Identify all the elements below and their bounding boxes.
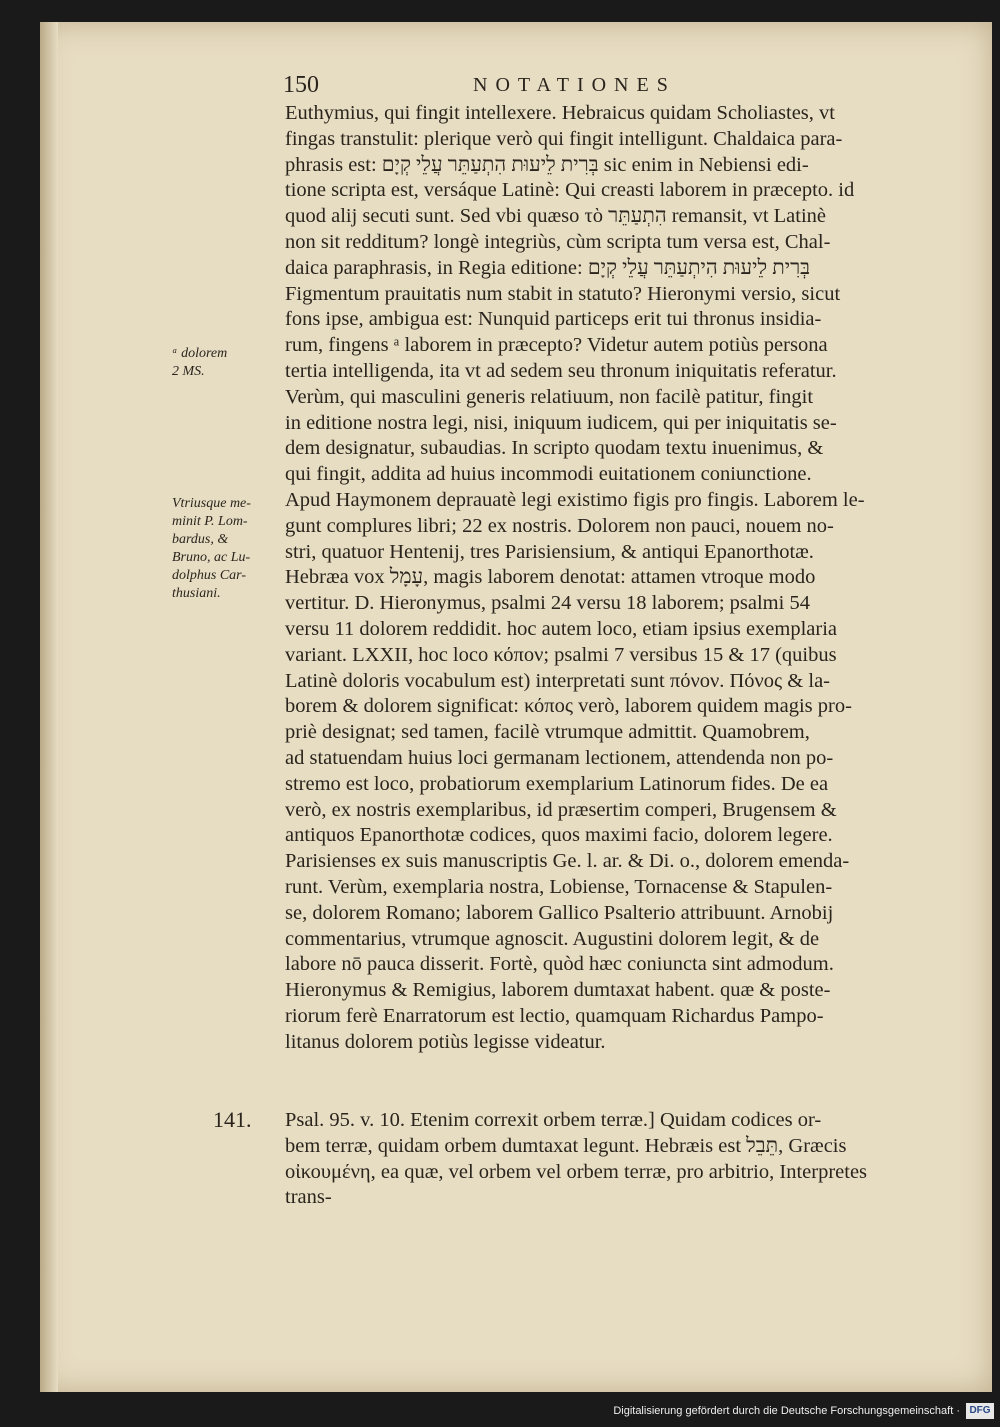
page-number: 150 [283, 72, 319, 98]
text-line: runt. Verùm, exemplaria nostra, Lobiense, Tornacense & Stapulen- [285, 875, 833, 898]
margin-note-line: 2 MS. [172, 364, 205, 379]
text-line: stremo est loco, probatiorum exemplarium Latinorum fides. De ea [285, 772, 829, 795]
text-line: Figmentum prauitatis num stabit in statuto? Hieronymi versio, sicut [285, 282, 841, 305]
text-line: fingas transtulit: plerique verò qui fingit intelligunt. Chaldaica para- [285, 127, 843, 150]
text-line: riorum ferè Enarratorum est lectio, quamquam Richardus Pampo- [285, 1004, 824, 1027]
text-line: commentarius, vtrumque agnoscit. Augustini dolorem legit, & de [285, 927, 820, 950]
margin-note-line: bardus, & [172, 532, 229, 547]
text-line: labore nō pauca disserit. Fortè, quòd hæc coniuncta sint admodum. [285, 953, 834, 976]
text-line: daica paraphrasis, in Regia editione: בְּרִית לֵיעוּת הִיתְעַתֵּר עֲלֵי קְיָם [285, 256, 811, 279]
text-line: verò, ex nostris exemplaribus, id præsertim comperi, Brugensem & [285, 798, 837, 821]
text-line: tertia intelligenda, ita vt ad sedem seu thronum iniquitatis referatur. [285, 359, 837, 382]
text-line: Apud Haymonem deprauatè legi existimo figis pro fingis. Laborem le- [285, 488, 865, 511]
text-line: litanus dolorem potiùs legisse videatur. [285, 1030, 606, 1053]
margin-note-line: dolphus Car- [172, 568, 247, 583]
body-text [285, 101, 940, 1055]
text-line: se, dolorem Romano; laborem Gallico Psalterio attribuunt. Arnobij [285, 901, 834, 924]
text-line: gunt complures libri; 22 ex nostris. Dolorem non pauci, nouem no- [285, 514, 834, 537]
text-line: rum, fingens ᵃ laborem in præcepto? Videtur autem potiùs persona [285, 334, 828, 357]
margin-note-line: minit P. Lom- [172, 514, 248, 529]
text-line: Parisienses ex suis manuscriptis Ge. l. ar. & Di. o., dolorem emenda- [285, 850, 850, 873]
footer-credit: Digitalisierung gefördert durch die Deutsche Forschungsgemeinschaft · [613, 1405, 960, 1417]
dfg-logo: DFG [966, 1403, 994, 1419]
page-gutter [40, 22, 58, 1392]
text-line: in editione nostra legi, nisi, iniquum iudicem, qui per iniquitatis se- [285, 411, 837, 434]
running-title: NOTATIONES [473, 74, 676, 96]
section-number: 141. [213, 1107, 252, 1132]
text-line: Psal. 95. v. 10. Etenim correxit orbem terræ.] Quidam codices or- [285, 1109, 822, 1131]
margin-note-line: ᵃ dolorem [172, 346, 228, 361]
margin-note-line: Vtriusque me- [172, 496, 251, 511]
text-line: qui fingit, addita ad huius incommodi euitationem coniunctione. [285, 463, 812, 486]
text-line: Hieronymus & Remigius, laborem dumtaxat habent. quæ & poste- [285, 979, 831, 1002]
text-line: bem terræ, quidam orbem dumtaxat legunt. Hebræis est תֵּבֵל, Græcis [285, 1134, 847, 1157]
margin-note-dolorem [172, 345, 262, 381]
text-line: ad statuendam huius loci germanam lectionem, attendenda non po- [285, 746, 834, 769]
text-line: Verùm, qui masculini generis relatiuum, non facilè patitur, fingit [285, 385, 814, 408]
text-line: οἰκουμένη, ea quæ, vel orbem vel orbem terræ, pro arbitrio, Interpretes [285, 1160, 868, 1183]
text-line: antiquos Epanorthotæ codices, quos maximi facio, dolorem legere. [285, 824, 833, 847]
text-line: Euthymius, qui fingit intellexere. Hebraicus quidam Scholiastes, vt [285, 102, 835, 124]
text-line: stri, quatuor Hentenij, tres Parisiensium, & antiqui Epanorthotæ. [285, 540, 814, 563]
text-line: borem & dolorem significat: κόπος verò, laborem quidem magis pro- [285, 695, 852, 718]
margin-note-lombardus [172, 495, 272, 603]
text-line: priè designat; sed tamen, facilè vtrumque admittit. Quamobrem, [285, 721, 810, 744]
text-line: phrasis est: בְּרִית לֵיעוּת הִתְעַתֵּר עֲלֵי קְיָם sic enim in Nebiensi edi- [285, 153, 809, 176]
margin-note-line: Bruno, ac Lu- [172, 550, 251, 565]
text-line: dem designatur, subaudias. In scripto quodam textu inuenimus, & [285, 437, 824, 460]
text-line: versu 11 dolorem reddidit. hoc autem loco, etiam ipsius exemplaria [285, 617, 838, 640]
section-text [285, 1108, 940, 1211]
footer-bar [0, 1400, 1000, 1427]
text-line: non sit redditum? longè integriùs, cùm scripta tum versa est, Chal- [285, 230, 831, 253]
text-line: fons ipse, ambigua est: Nunquid particeps erit tui thronus insidia- [285, 308, 822, 331]
text-line: tione scripta est, versáque Latinè: Qui creasti laborem in præcepto. id [285, 179, 855, 202]
page-header [283, 72, 943, 102]
text-line: Latinè doloris vocabulum est) interpretati sunt πόνον. Πόνος & la- [285, 669, 830, 692]
margin-note-line: thusiani. [172, 586, 221, 601]
text-line: variant. LXXII, hoc loco κόπον; psalmi 7 versibus 15 & 17 (quibus [285, 643, 837, 666]
text-line: quod alij secuti sunt. Sed vbi quæso τὸ הִתְעַתֵּר remansit, vt Latinè [285, 205, 827, 228]
text-line: Hebræa vox עָמָל, magis laborem denotat: attamen vtroque modo [285, 566, 816, 589]
text-line: trans- [285, 1186, 332, 1209]
text-line: vertitur. D. Hieronymus, psalmi 24 versu 18 laborem; psalmi 54 [285, 592, 810, 615]
